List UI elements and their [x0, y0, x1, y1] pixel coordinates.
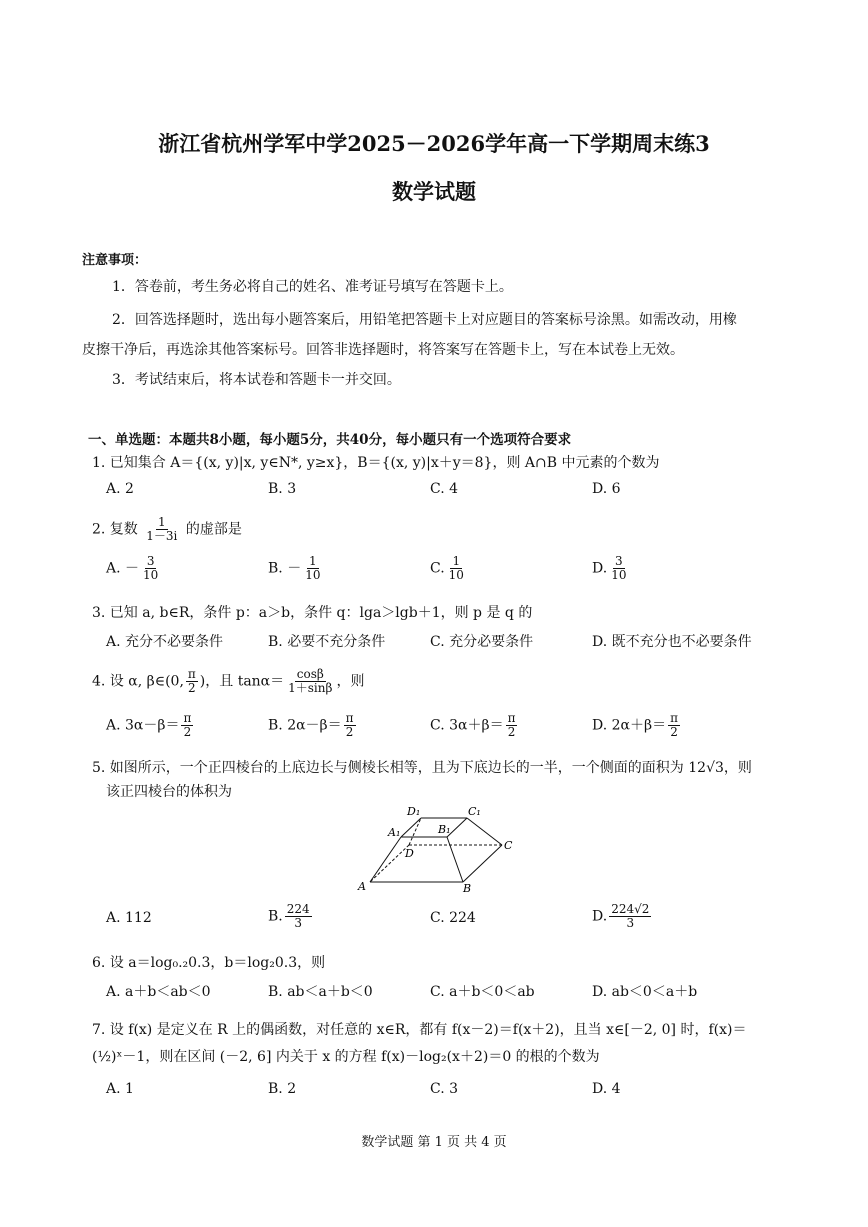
question-6-option-d: D. ab＜0＜a＋b — [592, 984, 698, 1000]
question-4-option-b: B. 2α－β＝ $\frac{\pi}{2}$ — [268, 711, 354, 739]
question-6-option-c: C. a＋b＜0＜ab — [430, 984, 535, 1000]
question-4-stem: 4. 设 α, β∈(0, $\frac{\pi}{2}$ )，且 tanα＝ $\frac{\cos\beta}{1+\sin\beta}$ ，则 — [92, 667, 365, 695]
question-7-option-c: C. 3 — [430, 1081, 459, 1097]
frustum-figure — [350, 800, 520, 895]
question-1-option-d: D. 6 — [592, 481, 621, 497]
label-B1: B₁ — [438, 823, 451, 836]
question-7-stem-line1: 7. 设 f(x) 是定义在 R 上的偶函数，对任意的 x∈R，都有 f(x－2)＝f(x＋2)，且当 x∈[－2, 0] 时，f(x)＝ — [92, 1022, 747, 1038]
label-C: C — [504, 839, 513, 852]
label-A1: A₁ — [388, 826, 401, 839]
label-A: A — [358, 880, 366, 893]
question-5-stem-line1: 5. 如图所示，一个正四棱台的上底边长与侧棱长相等，且为下底边长的一半，一个侧面的面积为 12√3，则 — [92, 760, 752, 776]
question-5-stem-line2: 该正四棱台的体积为 — [106, 784, 232, 800]
question-4-option-d: D. 2α＋β＝ $\frac{\pi}{2}$ — [592, 711, 678, 739]
question-2-option-c: C. $\frac{1}{10}$ — [430, 554, 464, 582]
exam-subtitle: 数学试题 — [392, 179, 476, 204]
question-3-option-a: A. 充分不必要条件 — [106, 634, 224, 650]
question-2-option-b: B. － $\frac{1}{10}$ — [268, 554, 321, 582]
label-B: B — [463, 882, 472, 895]
question-1-option-b: B. 3 — [268, 481, 297, 497]
exam-title: 浙江省杭州学军中学2025－2026学年高一下学期周末练3 — [158, 131, 710, 156]
label-D: D — [405, 847, 414, 860]
notice-item-2-cont: 皮擦干净后，再选涂其他答案标号。回答非选择题时，将答案写在答题卡上，写在本试卷上无效。 — [82, 342, 684, 358]
label-C1: C₁ — [468, 805, 481, 818]
question-7-option-a: A. 1 — [106, 1081, 134, 1097]
question-2-stem: 2. 复数 $\frac{1}{1-3i}$ 的虚部是 — [92, 515, 242, 543]
question-4-option-a: A. 3α－β＝ $\frac{\pi}{2}$ — [106, 711, 192, 739]
page-footer: 数学试题 第 1 页 共 4 页 — [361, 1135, 507, 1150]
question-3-option-d: D. 既不充分也不必要条件 — [592, 634, 752, 650]
question-2-option-a: A. － $\frac{3}{10}$ — [106, 554, 159, 582]
notice-item-3: 3．考试结束后，将本试卷和答题卡一并交回。 — [112, 372, 401, 388]
question-5-option-d: D. $\frac{224√2}{3}$ — [592, 902, 650, 930]
question-4-option-c: C. 3α＋β＝ $\frac{\pi}{2}$ — [430, 711, 516, 739]
question-2-option-d: D. $\frac{3}{10}$ — [592, 554, 627, 582]
question-1-option-c: C. 4 — [430, 481, 459, 497]
question-6-stem: 6. 设 a＝log₀.₂0.3，b＝log₂0.3，则 — [92, 955, 326, 971]
question-7-option-d: D. 4 — [592, 1081, 621, 1097]
question-5-option-b: B. $\frac{224}{3}$ — [268, 902, 310, 930]
notice-heading: 注意事项： — [82, 253, 148, 268]
question-5-option-c: C. 224 — [430, 910, 476, 926]
question-1-option-a: A. 2 — [106, 481, 134, 497]
question-6-option-b: B. ab＜a＋b＜0 — [268, 984, 373, 1000]
question-7-stem-line2: (½)ˣ－1，则在区间 (－2, 6] 内关于 x 的方程 f(x)－log₂(x＋2)＝0 的根的个数为 — [92, 1049, 600, 1065]
question-1-stem: 1. 已知集合 A＝{(x, y)|x, y∈N*, y≥x}，B＝{(x, y)|x＋y＝8}，则 A∩B 中元素的个数为 — [92, 455, 660, 471]
question-5-option-a: A. 112 — [106, 910, 152, 926]
question-3-option-c: C. 充分必要条件 — [430, 634, 534, 650]
question-3-option-b: B. 必要不充分条件 — [268, 634, 386, 650]
notice-item-1: 1．答卷前，考生务必将自己的姓名、准考证号填写在答题卡上。 — [112, 279, 513, 295]
notice-item-2: 2．回答选择题时，选出每小题答案后，用铅笔把答题卡上对应题目的答案标号涂黑。如需改动，用橡 — [112, 312, 737, 328]
question-3-stem: 3. 已知 a, b∈R，条件 p：a＞b，条件 q：lga＞lgb＋1，则 p 是 q 的 — [92, 605, 533, 621]
label-D1: D₁ — [407, 805, 421, 818]
section-heading: 一、单选题：本题共8小题，每小题5分，共40分，每小题只有一个选项符合要求 — [88, 432, 572, 448]
question-6-option-a: A. a＋b＜ab＜0 — [106, 984, 211, 1000]
question-7-option-b: B. 2 — [268, 1081, 297, 1097]
